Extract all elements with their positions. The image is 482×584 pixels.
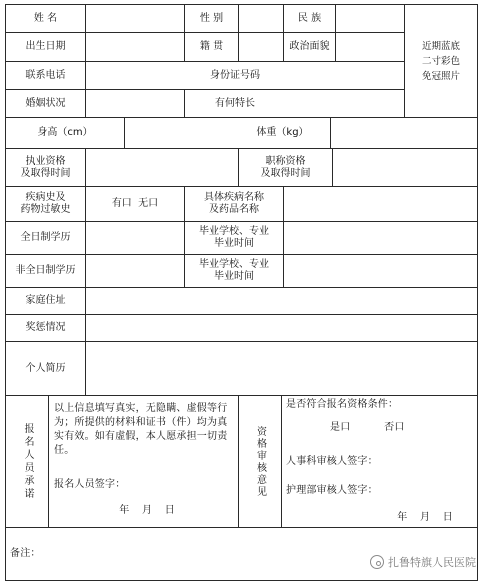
commitment-label: 报名人员承诺 (22, 422, 33, 501)
marital-status-field[interactable] (86, 90, 184, 117)
commitment-label-cell (6, 396, 48, 527)
resume-label: 个人简历 (25, 362, 66, 374)
wechat-channel-icon (370, 555, 384, 569)
marital-status-label: 婚姻状况 (25, 97, 66, 109)
gender-field[interactable] (239, 5, 283, 32)
parttime-education-label: 非全日制学历 (15, 265, 76, 276)
professional-title-field[interactable] (333, 149, 477, 186)
applicant-sign-date[interactable]: 年 月 日 (119, 505, 175, 516)
birth-date-field[interactable] (86, 33, 184, 61)
id-number-label: 身份证号码 (210, 69, 260, 81)
political-status-field[interactable] (336, 33, 404, 61)
address-field[interactable] (86, 288, 477, 314)
weight-label: 体重（kg） (256, 127, 309, 138)
grid-line (5, 527, 478, 528)
grid-line (281, 395, 282, 528)
watermark (370, 554, 476, 570)
hr-sign-label: 人事科审核人签字： (286, 456, 378, 467)
photo-placeholder[interactable]: 近期蓝底 二寸彩色 免冠照片 (421, 40, 460, 82)
native-place-label: 籍 贯 (199, 41, 224, 52)
parttime-school-label: 毕业学校、专业 毕业时间 (199, 259, 269, 282)
review-question: 是否符合报名资格条件： (286, 399, 399, 410)
awards-label: 奖惩情况 (25, 322, 66, 333)
grid-line (5, 580, 478, 581)
height-label: 身高（cm） (37, 127, 93, 138)
name-label: 姓 名 (33, 12, 58, 24)
height-field[interactable] (125, 118, 235, 148)
birth-date-label: 出生日期 (25, 41, 66, 52)
fulltime-education-field[interactable] (86, 222, 184, 254)
skills-label: 有何特长 (215, 97, 255, 109)
fulltime-education-label: 全日制学历 (20, 232, 71, 243)
watermark-text: 扎鲁特旗人民医院 (388, 556, 476, 569)
parttime-education-field[interactable] (86, 255, 184, 287)
medical-history-options[interactable]: 有口 无口 (111, 198, 159, 209)
weight-field[interactable] (331, 118, 477, 148)
remarks-label: 备注： (10, 548, 41, 559)
license-field[interactable] (86, 149, 238, 186)
grid-line (477, 4, 478, 581)
commitment-text: 以上信息填写真实，无隐瞒、虚假等行为；所提供的材料和证书（件）均为真实有效。如有虚假，本人愿承担一切责任。 (54, 403, 228, 456)
nursing-sign-label: 护理部审核人签字： (286, 485, 378, 496)
disease-detail-field[interactable] (284, 187, 477, 221)
awards-field[interactable] (86, 315, 477, 341)
name-field[interactable] (86, 5, 184, 32)
political-status-label: 政治面貌 (289, 41, 330, 52)
parttime-school-field[interactable] (284, 255, 477, 287)
review-sign-date[interactable]: 年 月 日 (397, 512, 453, 523)
grid-line (48, 395, 49, 528)
fulltime-school-field[interactable] (284, 222, 477, 254)
id-number-field[interactable] (285, 62, 404, 89)
phone-label: 联系电话 (25, 69, 66, 81)
native-place-field[interactable] (239, 33, 283, 61)
review-label: 资格审核意见 (254, 425, 266, 498)
fulltime-school-label: 毕业学校、专业 毕业时间 (199, 226, 269, 249)
ethnicity-field[interactable] (336, 5, 404, 32)
phone-field[interactable] (86, 62, 184, 89)
resume-field[interactable] (86, 342, 477, 395)
review-options[interactable]: 是口 否口 (330, 422, 405, 433)
gender-label: 性 别 (199, 12, 224, 24)
applicant-sign-label: 报名人员签字： (54, 479, 126, 490)
professional-title-label: 职称资格 及取得时间 (260, 155, 311, 179)
ethnicity-label: 民 族 (297, 12, 322, 24)
medical-history-label: 疾病史及 药物过敏史 (20, 192, 71, 215)
skills-field[interactable] (285, 90, 404, 117)
review-label-cell (239, 396, 281, 527)
license-label: 执业资格 及取得时间 (20, 155, 71, 179)
address-label: 家庭住址 (25, 295, 66, 306)
disease-detail-label: 具体疾病名称 及药品名称 (204, 192, 264, 215)
